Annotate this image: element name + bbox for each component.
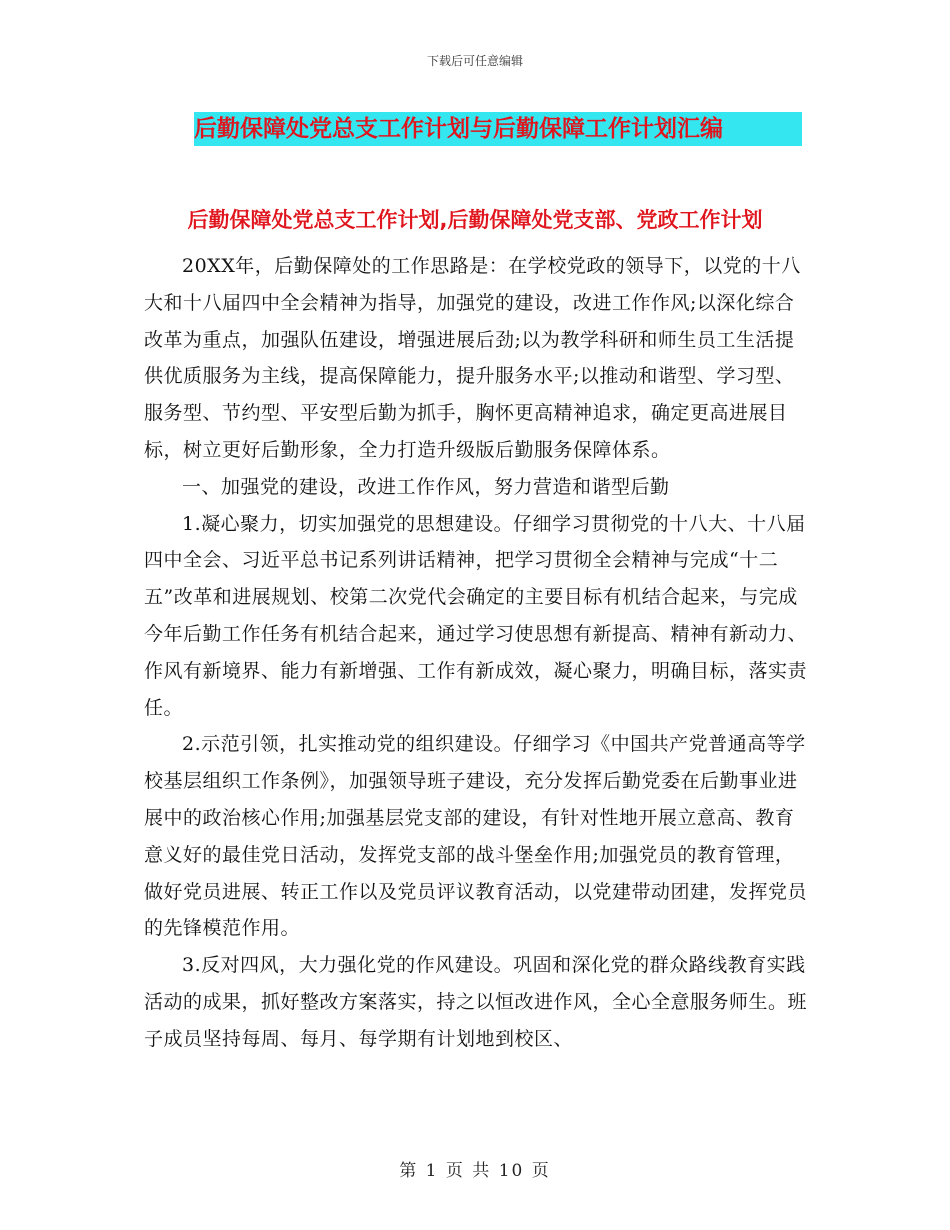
page-header-note: 下载后可任意编辑 bbox=[426, 54, 523, 68]
page-number-footer: 第 1 页 共 10 页 bbox=[399, 1161, 551, 1181]
section-subtitle: 后勤保障处党总支工作计划,后勤保障处党支部、党政工作计划 bbox=[187, 208, 763, 232]
paragraph-item-3: 3.反对四风，大力强化党的作风建设。巩固和深化党的群众路线教育实践活动的成果，抓好整改方案落实，持之以恒改进作风，全心全意服务师生。班子成员坚持每周、每月、每学期有计划地到校区、 bbox=[144, 954, 808, 1050]
document-body bbox=[144, 248, 812, 1058]
document-title: 后勤保障处党总支工作计划与后勤保障工作计划汇编 bbox=[194, 112, 802, 146]
paragraph-item-2: 2.示范引领，扎实推动党的组织建设。仔细学习《中国共产党普通高等学校基层组织工作条例》，加强领导班子建设，充分发挥后勤党委在后勤事业进展中的政治核心作用;加强基层党支部的建设，有针对性地开展立意高、教育意义好的最佳党日活动，发挥党支部的战斗堡垒作用;加强党员的教育管理，做好党员进展、转正工作以及党员评议教育活动，以党建带动团建，发挥党员的先锋模范作用。 bbox=[144, 733, 808, 940]
paragraph-intro: 20XX年，后勤保障处的工作思路是：在学校党政的领导下，以党的十八大和十八届四中全会精神为指导，加强党的建设，改进工作作风;以深化综合改革为重点，加强队伍建设，增强进展后劲;以为教学科研和师生员工生活提供优质服务为主线，提高保障能力，提升服务水平;以推动和谐型、学习型、服务型、节约型、平安型后勤为抓手，胸怀更高精神追求，确定更高进展目标，树立更好后勤形象，全力打造升级版后勤服务保障体系。 bbox=[144, 255, 801, 461]
paragraph-heading-one: 一、加强党的建设，改进工作作风，努力营造和谐型后勤 bbox=[182, 475, 670, 498]
paragraph-item-1: 1.凝心聚力，切实加强党的思想建设。仔细学习贯彻党的十八大、十八届四中全会、习近平总书记系列讲话精神，把学习贯彻全会精神与完成“十二五”改革和进展规划、校第二次党代会确定的主要目标有机结合起来，与完成今年后勤工作任务有机结合起来，通过学习使思想有新提高、精神有新动力、作风有新境界、能力有新增强、工作有新成效，凝心聚力，明确目标，落实责任。 bbox=[144, 512, 808, 719]
